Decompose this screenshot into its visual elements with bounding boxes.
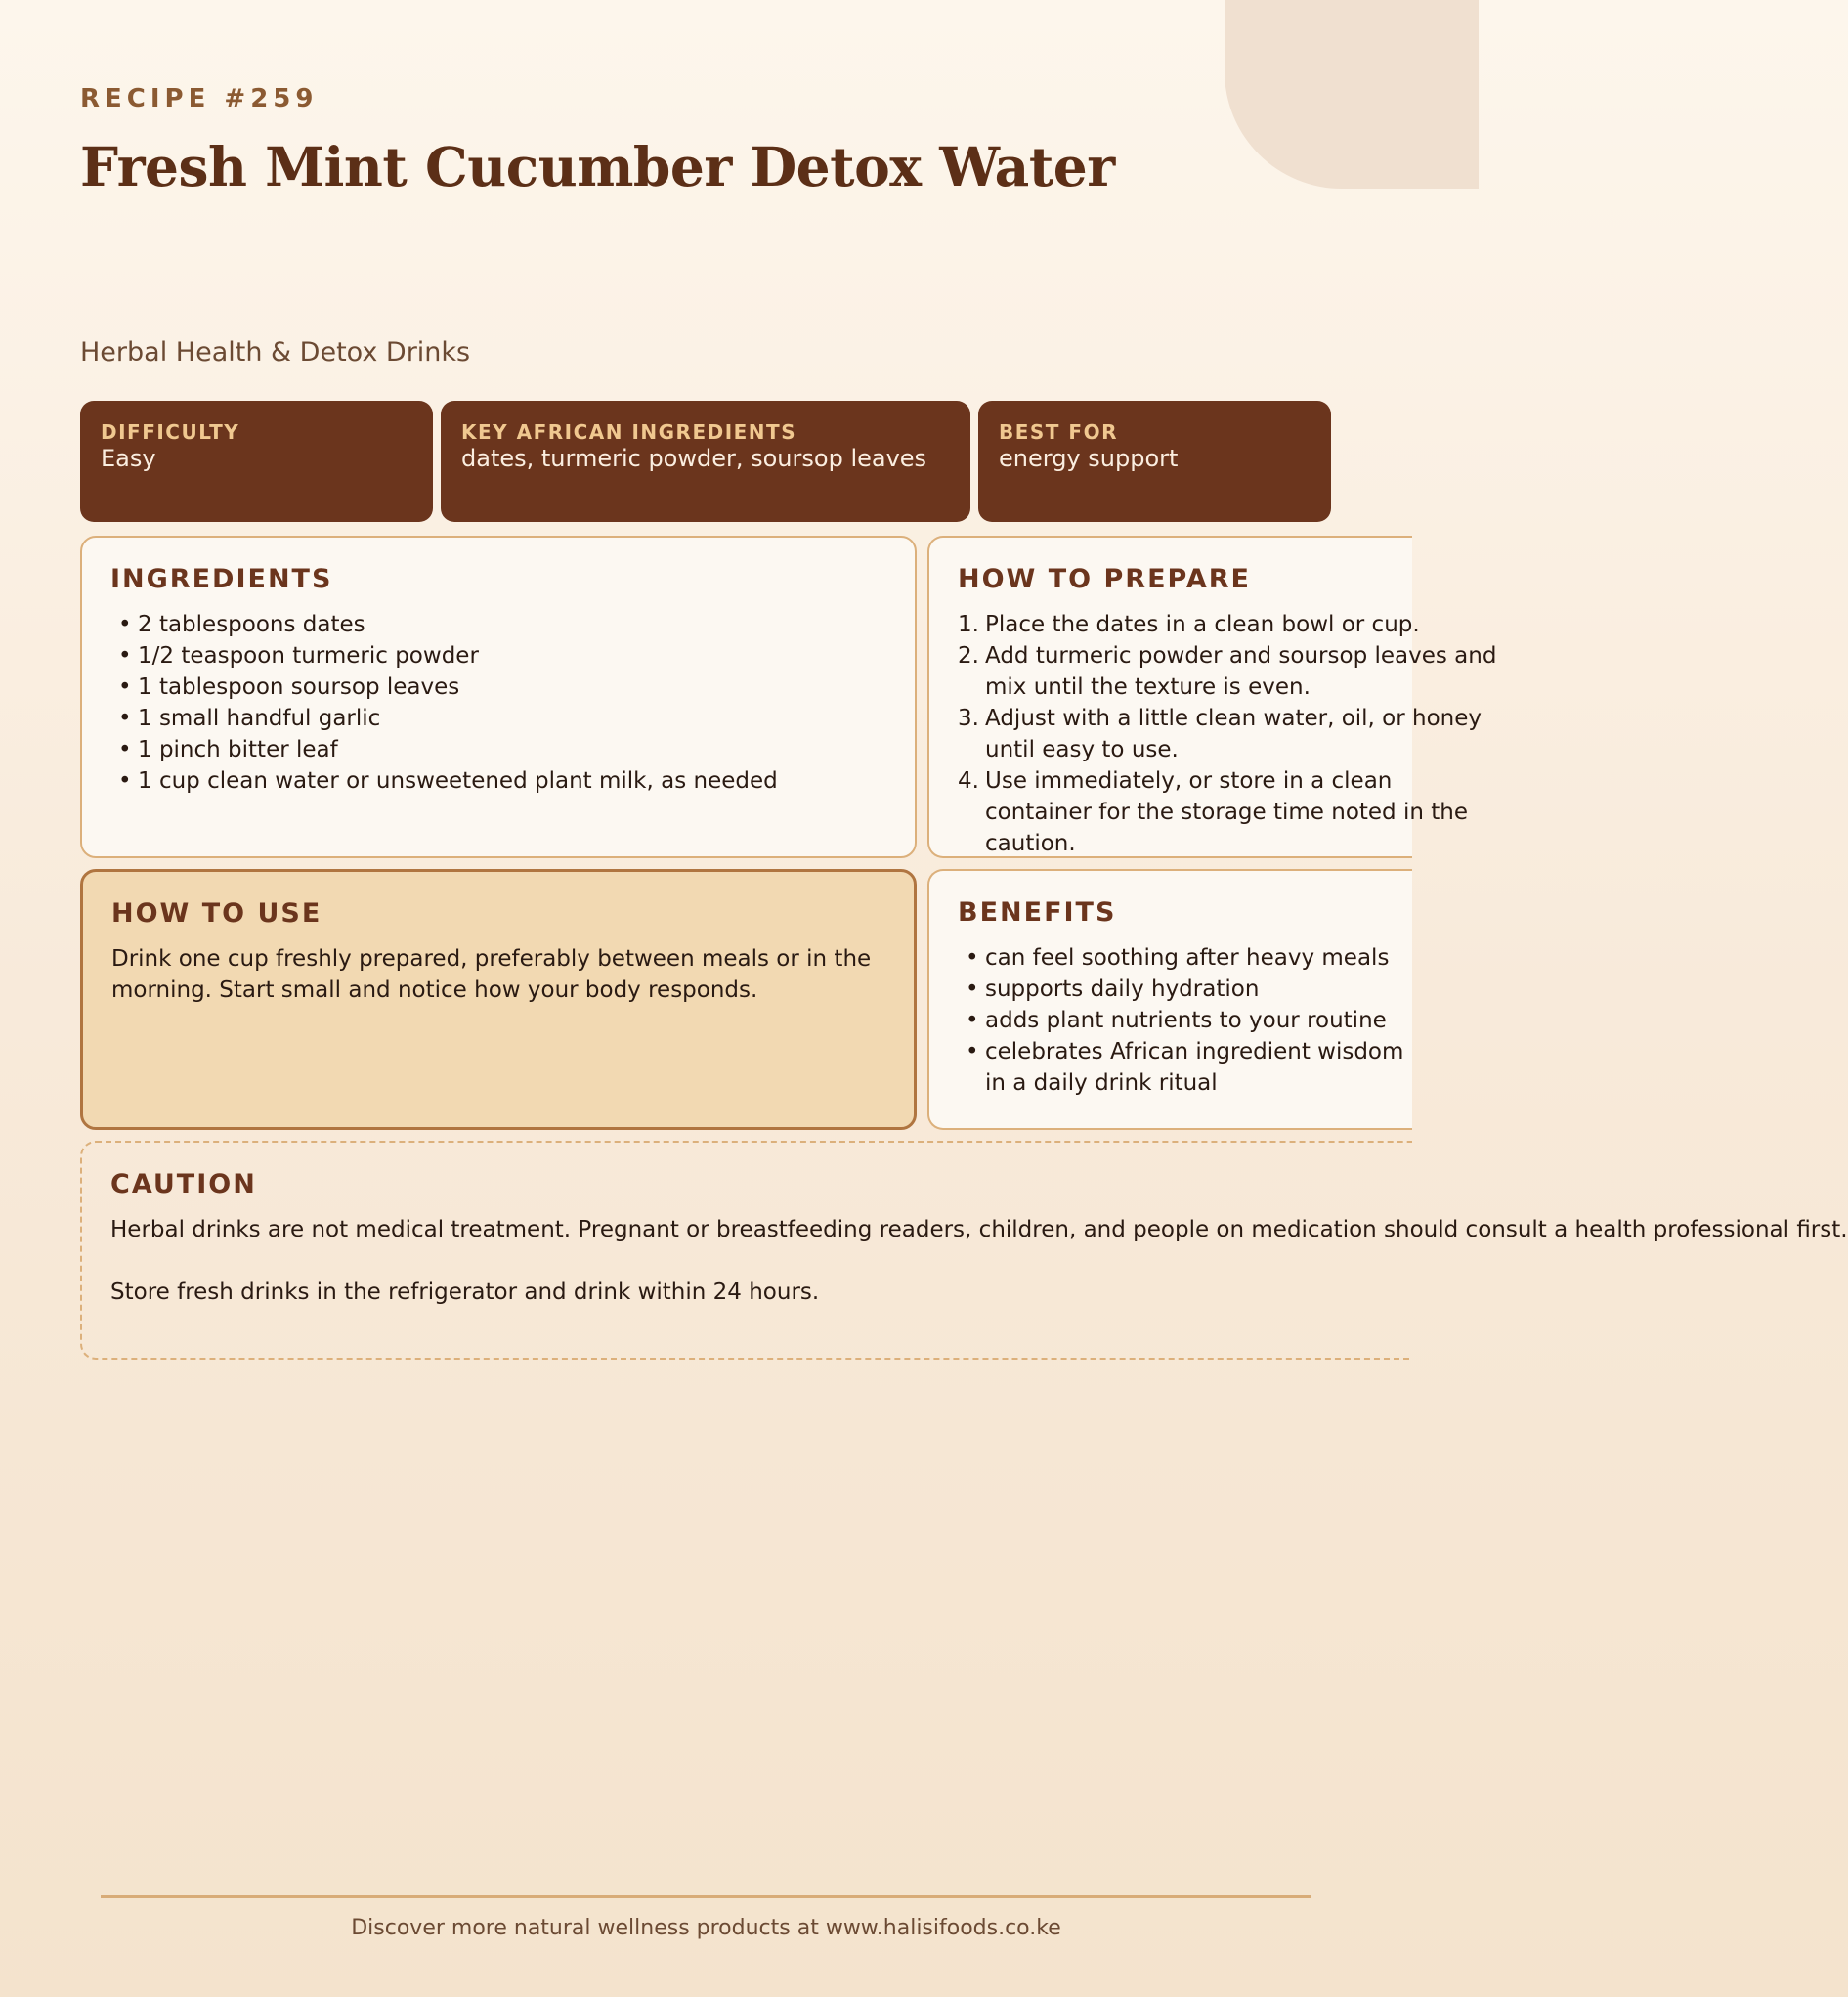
difficulty-label: DIFFICULTY xyxy=(101,420,240,444)
ingredient-item: • 1/2 teaspoon turmeric powder xyxy=(118,640,886,672)
key-ingredients-label: KEY AFRICAN INGREDIENTS xyxy=(461,420,797,444)
page-title: Fresh Mint Cucumber Detox Water xyxy=(80,135,1115,198)
benefits-list xyxy=(958,942,1417,1099)
best-for-tile xyxy=(978,401,1331,522)
step-number: 1. xyxy=(958,612,979,637)
ingredients-list xyxy=(110,609,886,797)
footer-divider xyxy=(101,1895,1311,1898)
how-to-use-text: Drink one cup freshly prepared, preferably between meals or in the morning. Start small and notice how your body responds. xyxy=(111,946,872,1003)
benefits-title: BENEFITS xyxy=(958,897,1117,928)
ingredient-item: • 1 tablespoon soursop leaves xyxy=(118,672,886,703)
difficulty-value: Easy xyxy=(101,445,156,472)
prepare-steps xyxy=(958,609,1505,859)
key-ingredients-value: dates, turmeric powder, soursop leaves xyxy=(461,445,927,472)
prepare-card xyxy=(927,536,1497,858)
prepare-step xyxy=(958,609,1505,640)
best-for-value: energy support xyxy=(999,445,1179,472)
decorative-corner-shape xyxy=(1225,0,1479,189)
benefit-item: • can feel soothing after heavy meals xyxy=(966,942,1417,974)
how-to-use-card xyxy=(80,869,917,1130)
ingredient-item: • 1 pinch bitter leaf xyxy=(118,734,886,765)
step-number: 4. xyxy=(958,768,979,794)
key-ingredients-tile xyxy=(441,401,970,522)
caution-text: Herbal drinks are not medical treatment. Pregnant or breastfeeding readers, children, and people on medication should consult a health professional first. xyxy=(110,1217,1848,1242)
difficulty-tile xyxy=(80,401,433,522)
step-number: 2. xyxy=(958,643,979,669)
step-text: Adjust with a little clean water, oil, or honey until easy to use. xyxy=(985,706,1483,762)
caution-storage-text: Store fresh drinks in the refrigerator and drink within 24 hours. xyxy=(110,1280,820,1305)
benefits-card xyxy=(927,869,1412,1130)
benefit-item: • supports daily hydration xyxy=(966,974,1417,1005)
recipe-category: Herbal Health & Detox Drinks xyxy=(80,337,471,368)
prepare-step xyxy=(958,703,1505,765)
step-text: Place the dates in a clean bowl or cup. xyxy=(985,612,1420,637)
caution-card xyxy=(80,1141,1848,1360)
footer-text: Discover more natural wellness products at www.halisifoods.co.ke xyxy=(351,1916,1061,1940)
how-to-use-title: HOW TO USE xyxy=(111,898,322,929)
ingredients-title: INGREDIENTS xyxy=(110,564,333,594)
prepare-step xyxy=(958,765,1505,859)
prepare-title: HOW TO PREPARE xyxy=(958,564,1251,594)
ingredient-item: • 1 cup clean water or unsweetened plant milk, as needed xyxy=(118,765,886,797)
recipe-number: RECIPE #259 xyxy=(80,84,319,113)
benefit-item: • celebrates African ingredient wisdom in a daily drink ritual xyxy=(966,1036,1417,1099)
ingredient-item: • 1 small handful garlic xyxy=(118,703,886,734)
caution-title: CAUTION xyxy=(110,1169,257,1199)
best-for-label: BEST FOR xyxy=(999,420,1118,444)
benefit-item: • adds plant nutrients to your routine xyxy=(966,1005,1417,1036)
step-text: Use immediately, or store in a clean container for the storage time noted in the caution. xyxy=(985,768,1468,856)
prepare-step xyxy=(958,640,1505,703)
ingredient-item: • 2 tablespoons dates xyxy=(118,609,886,640)
ingredients-card xyxy=(80,536,917,858)
step-number: 3. xyxy=(958,706,979,731)
step-text: Add turmeric powder and soursop leaves and mix until the texture is even. xyxy=(985,643,1497,700)
